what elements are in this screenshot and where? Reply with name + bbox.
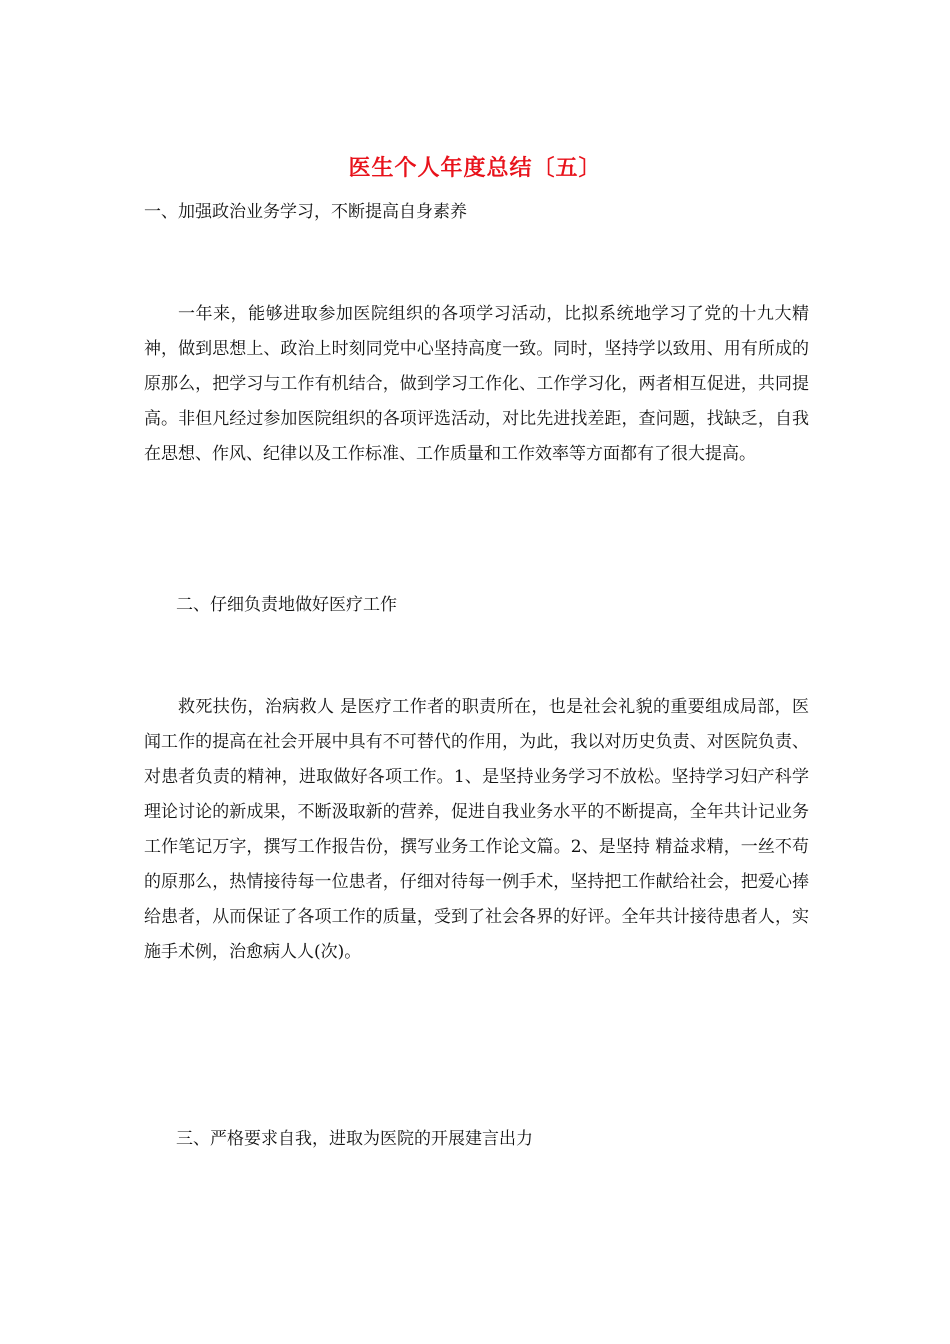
document-title: 医生个人年度总结〔五〕	[348, 155, 602, 181]
section-paragraph-1: 一年来，能够进取参加医院组织的各项学习活动，比拟系统地学习了党的十九大精神，做到思想上、政治上时刻同党中心坚持高度一致。同时，坚持学以致用、用有所成的原那么，把学习与工作有机结合，做到学习工作化、工作学习化，两者相互促进，共同提高。非但凡经过参加医院组织的各项评选活动，对比先进找差距，查问题，找缺乏，自我在思想、作风、纪律以及工作标准、工作质量和工作效率等方面都有了很大提高。	[144, 304, 809, 464]
section-heading-2: 二、仔细负责地做好医疗工作	[176, 595, 397, 615]
section-paragraph-2: 救死扶伤，治病救人 是医疗工作者的职责所在，也是社会礼貌的重要组成局部，医闻工作的提高在社会开展中具有不可替代的作用，为此，我以对历史负责、对医院负责、对患者负责的精神，进取做好各项工作。1、是坚持业务学习不放松。坚持学习妇产科学理论讨论的新成果，不断汲取新的营养，促进自我业务水平的不断提高，全年共计记业务工作笔记万字，撰写工作报告份，撰写业务工作论文篇。2、是坚持 精益求精，一丝不苟 的原那么，热情接待每一位患者，仔细对待每一例手术，坚持把工作献给社会，把爱心捧给患者，从而保证了各项工作的质量，受到了社会各界的好评。全年共计接待患者人，实施手术例，治愈病人人(次)。	[144, 697, 809, 962]
section-heading-1: 一、加强政治业务学习，不断提高自身素养	[144, 202, 467, 222]
section-heading-3: 三、严格要求自我，进取为医院的开展建言出力	[176, 1129, 533, 1149]
